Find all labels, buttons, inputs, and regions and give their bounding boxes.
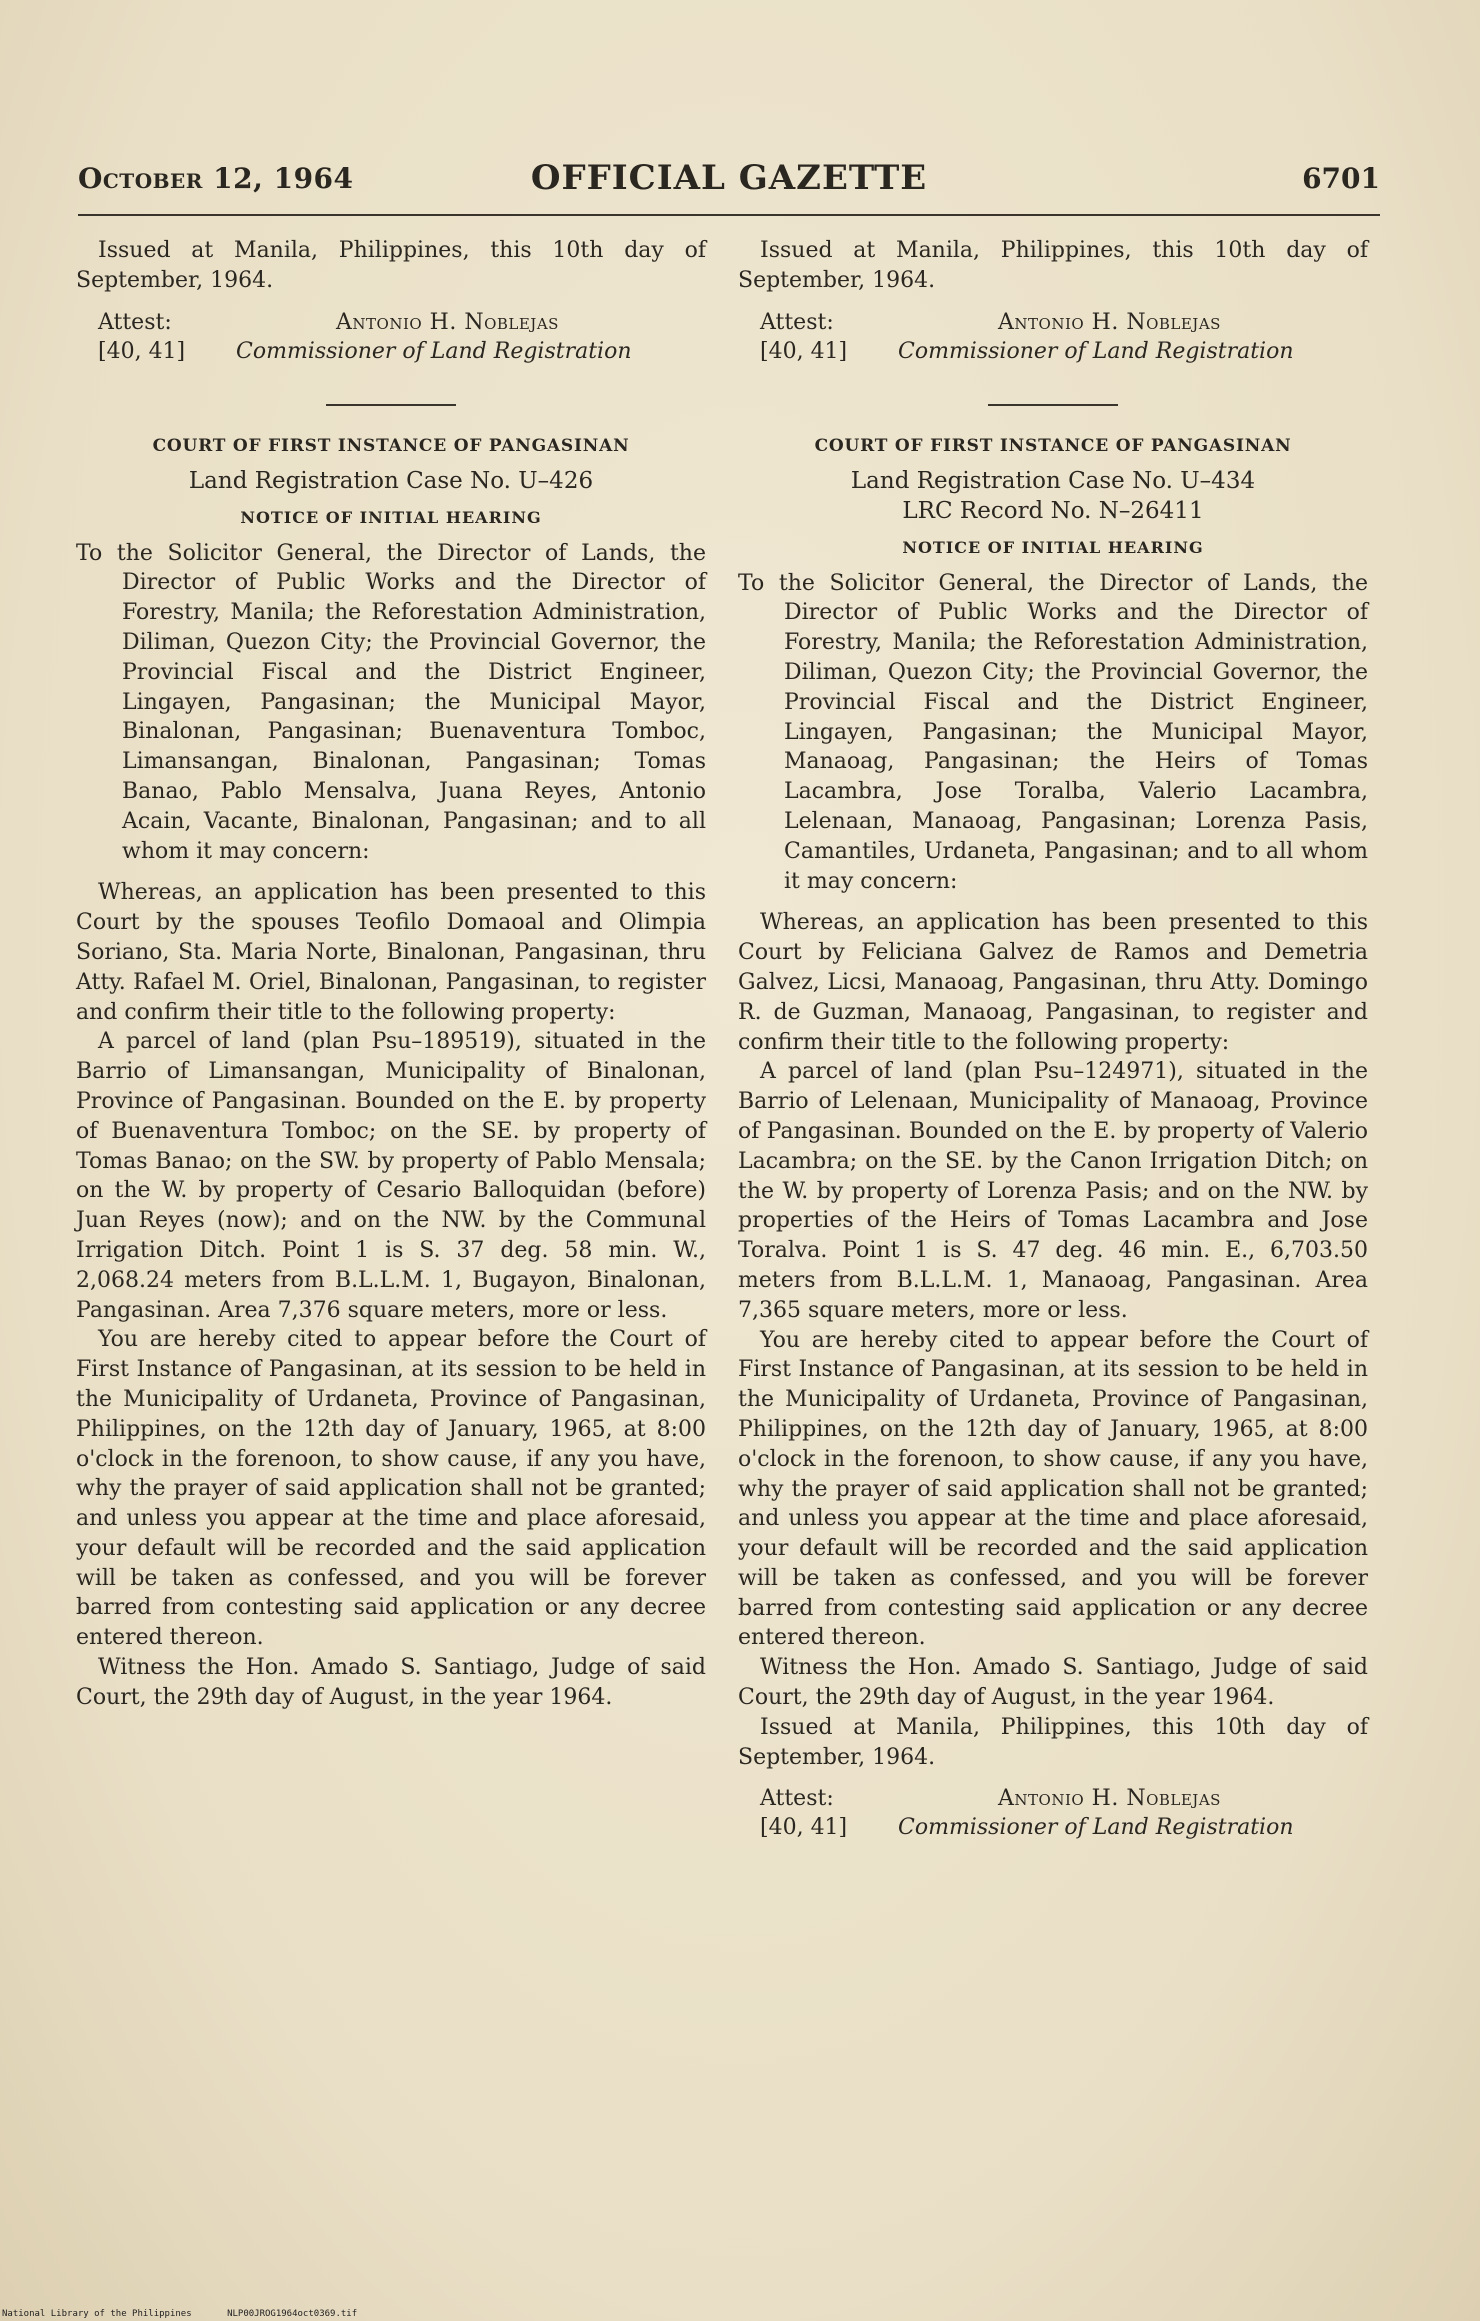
lrc-record-number: LRC Record No. N–26411 [902,497,1204,524]
section-divider [988,404,1118,406]
library-credit: National Library of the Philippines [2,2309,192,2319]
court-heading: COURT OF FIRST INSTANCE OF PANGASINAN [152,435,630,456]
court-heading: COURT OF FIRST INSTANCE OF PANGASINAN [814,435,1292,456]
scan-footer [2,2309,387,2319]
witness-paragraph: Witness the Hon. Amado S. Santiago, Judge of said Court, the 29th day of August, in the year 1964. [738,1655,1368,1711]
attest-reference: [40, 41] [98,338,186,364]
whereas-paragraph: Whereas, an application has been presented to this Court by the spouses Teofilo Domaoal and Olimpia Soriano, Sta. Maria Norte, Binalonan, Pangasinan, thru Atty. Rafael M. Oriel, Binalonan, Pangasinan, to register and confirm their title to the following property: [76,880,706,1025]
issue-date: October 12, 1964 [78,162,354,195]
attest-label: Attest: [760,1786,834,1812]
attestation [76,308,706,370]
attest-label: Attest: [760,309,834,335]
header-rule [78,214,1380,216]
whereas-paragraph: Whereas, an application has been presented to this Court by Feliciana Galvez de Ramos and Demetria Galvez, Licsi, Manaoag, Pangasinan, thru Atty. Domingo R. de Guzman, Manaoag, Pangasinan, to register and confirm their title to the following property: [738,910,1368,1055]
attest-name: Antonio H. Noblejas [998,1786,1221,1812]
attest-name: Antonio H. Noblejas [998,309,1221,335]
parcel-description: A parcel of land (plan Psu–124971), situated in the Barrio of Lelenaan, Municipality of Manaoag, Province of Pangasinan. Bounded on the E. by property of Valerio Lacambra; on the SE. by the Canon Irrigation Ditch; on the W. by property of Lorenza Pasis; and on the NW. by properties of the Heirs of Tomas Lacambra and Jose Toralva. Point 1 is S. 47 deg. 46 min. E., 6,703.50 meters from B.L.L.M. 1, Manaoag, Pangasinan. Area 7,365 square meters, more or less. [738,1059,1368,1323]
section-divider [326,404,456,406]
notice-heading: NOTICE OF INITIAL HEARING [240,507,542,527]
scan-filename: NLP00JROG1964oct0369.tif [227,2309,358,2319]
addressees: To the Solicitor General, the Director of Lands, the Director of Public Works and the Director of Forestry, Manila; the Reforestation Administration, Diliman, Quezon City; the Provincial Governor, the Provincial Fiscal and the District Engineer, Lingayen, Pangasinan; the Municipal Mayor, Binalonan, Pangasinan; Buenaventura Tomboc, Limansangan, Binalonan, Pangasinan; Tomas Banao, Pablo Mensalva, Juana Reyes, Antonio Acain, Vacante, Binalonan, Pangasinan; and to all whom it may concern: [76,540,706,864]
attestation [738,1784,1368,1846]
addressees: To the Solicitor General, the Director of Lands, the Director of Public Works and the Director of Forestry, Manila; the Reforestation Administration, Diliman, Quezon City; the Provincial Governor, the Provincial Fiscal and the District Engineer, Lingayen, Pangasinan; the Municipal Mayor, Manaoag, Pangasinan; the Heirs of Tomas Lacambra, Jose Toralba, Valerio Lacambra, Lelenaan, Manaoag, Pangasinan; Lorenza Pasis, Camantiles, Urdaneta, Pangasinan; and to all whom it may concern: [738,570,1368,894]
right-column [738,236,1368,1846]
case-number: Land Registration Case No. U–434 [850,467,1256,494]
witness-paragraph: Witness the Hon. Amado S. Santiago, Judge of said Court, the 29th day of August, in the year 1964. [76,1655,706,1710]
case-number: Land Registration Case No. U–426 [188,467,594,494]
attest-title: Commissioner of Land Registration [236,338,632,364]
issued-statement: Issued at Manila, Philippines, this 10th day of September, 1964. [738,1714,1368,1770]
attestation [738,308,1368,370]
citation-paragraph: You are hereby cited to appear before the Court of First Instance of Pangasinan, at its session to be held in the Municipality of Urdaneta, Province of Pangasinan, Philippines, on the 12th day of January, 1965, at 8:00 o'clock in the forenoon, to show cause, if any you have, why the prayer of said application shall not be granted; and unless you appear at the time and place aforesaid, your default will be recorded and the said application will be taken as confessed, and you will be forever barred from contesting said application or any decree entered thereon. [76,1327,706,1651]
left-column [76,236,706,1713]
attest-name: Antonio H. Noblejas [336,309,559,335]
publication-title: OFFICIAL GAZETTE [530,158,928,198]
attest-title: Commissioner of Land Registration [898,338,1294,364]
page-number: 6701 [1302,162,1380,195]
issued-statement: Issued at Manila, Philippines, this 10th day of September, 1964. [738,238,1368,293]
parcel-description: A parcel of land (plan Psu–189519), situated in the Barrio of Limansangan, Municipality of Binalonan, Province of Pangasinan. Bounded on the E. by property of Buenaventura Tomboc; on the SE. by property of Tomas Banao; on the SW. by property of Pablo Mensala; on the W. by property of Cesario Balloquidan (before) Juan Reyes (now); and on the NW. by the Communal Irrigation Ditch. Point 1 is S. 37 deg. 58 min. W., 2,068.24 meters from B.L.L.M. 1, Bugayon, Binalonan, Pangasinan. Area 7,376 square meters, more or less. [76,1029,706,1323]
issued-statement: Issued at Manila, Philippines, this 10th day of September, 1964. [76,238,706,293]
attest-label: Attest: [98,309,172,335]
page-header [78,158,1380,202]
citation-paragraph: You are hereby cited to appear before the Court of First Instance of Pangasinan, at its session to be held in the Municipality of Urdaneta, Province of Pangasinan, Philippines, on the 12th day of January, 1965, at 8:00 o'clock in the forenoon, to show cause, if any you have, why the prayer of said application shall not be granted; and unless you appear at the time and place aforesaid, your default will be recorded and the said application will be taken as confessed, and you will be forever barred from contesting said application or any decree entered thereon. [738,1327,1368,1651]
attest-title: Commissioner of Land Registration [898,1815,1294,1841]
notice-heading: NOTICE OF INITIAL HEARING [902,537,1204,557]
attest-reference: [40, 41] [760,1815,848,1841]
attest-reference: [40, 41] [760,338,848,364]
